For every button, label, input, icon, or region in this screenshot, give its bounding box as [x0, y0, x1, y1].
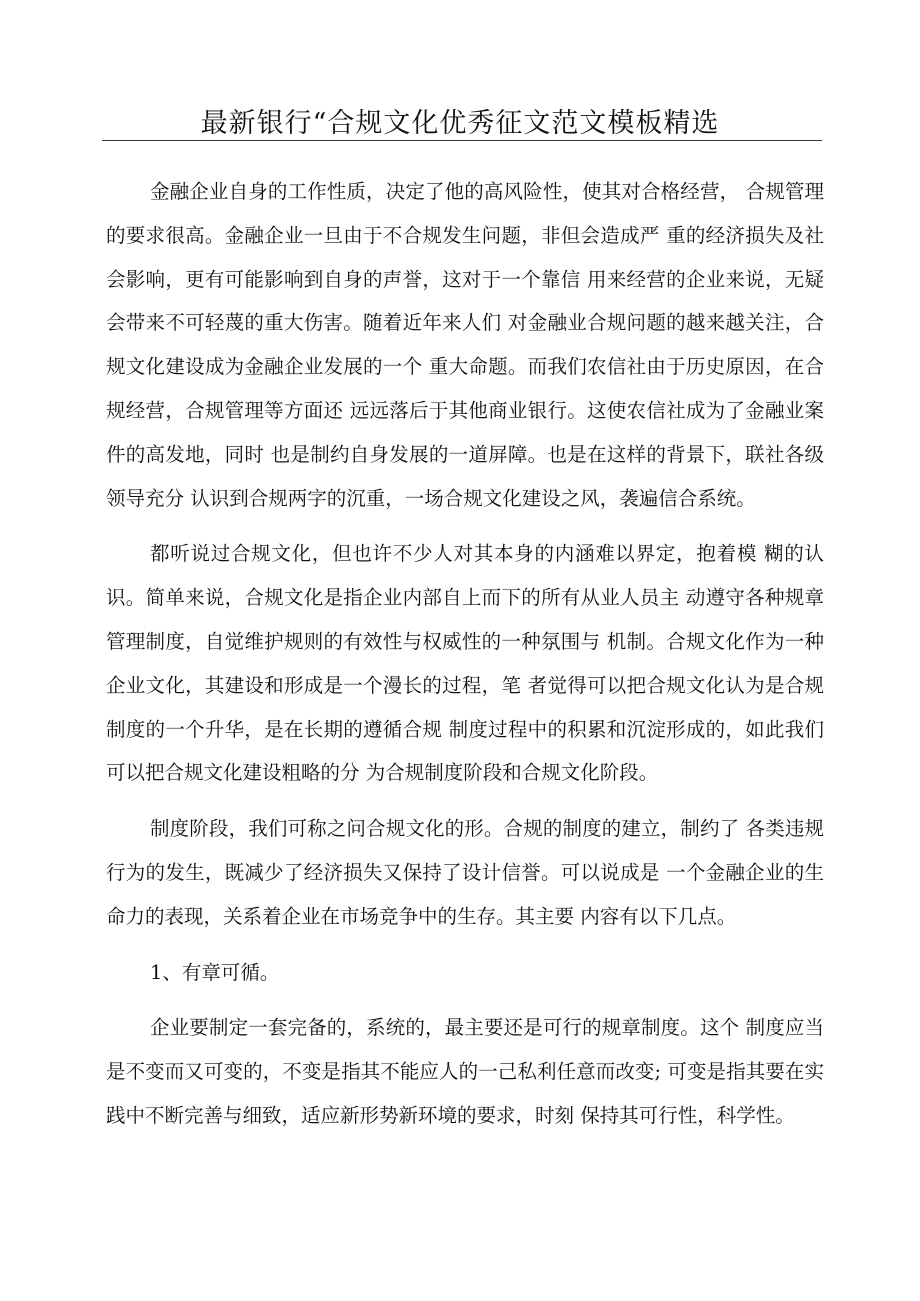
document-body — [106, 170, 824, 1150]
paragraph-intro: 金融企业自身的工作性质，决定了他的高风险性，使其对合格经营， 合规管理的要求很高。金融企业一旦由于不合规发生问题，非但会造成严 重的经济损失及社会影响，更有可能影响到自身的声誉，这对于一个靠信 用来经营的企业来说，无疑会带来不可轻蔑的重大伤害。随着近年来人们 对金融业合规问题的越来越关注，合规文化建设成为金融企业发展的一个 重大命题。而我们农信社由于历史原因，在合规经营，合规管理等方面还 远远落后于其他商业银行。这使农信社成为了金融业案件的高发地，同时 也是制约自身发展的一道屏障。也是在这样的背景下，联社各级领导充分 认识到合规两字的沉重，一场合规文化建设之风，袭遍信合系统。 — [106, 180, 824, 510]
paragraph-rules: 企业要制定一套完备的，系统的，最主要还是可行的规章制度。这个 制度应当是不变而又可变的，不变是指其不能应人的一己私利任意而改变; 可变是指其要在实践中不断完善与细致，适应新形势新环境的要求，时刻 保持其可行性，科学性。 — [106, 1016, 824, 1127]
title-underline — [102, 140, 822, 141]
paragraph-definition: 都听说过合规文化，但也许不少人对其本身的内涵难以界定，抱着模 糊的认识。简单来说，合规文化是指企业内部自上而下的所有从业人员主 动遵守各种规章管理制度，自觉维护规则的有效性与权威性的一种氛围与 机制。合规文化作为一种企业文化，其建设和形成是一个漫长的过程，笔 者觉得可以把合规文化认为是合规制度的一个升华，是在长期的遵循合规 制度过程中的积累和沉淀形成的，如此我们可以把合规文化建设粗略的分 为合规制度阶段和合规文化阶段。 — [106, 542, 824, 785]
paragraph-system-stage: 制度阶段，我们可称之问合规文化的形。合规的制度的建立，制约了 各类违规行为的发生，既减少了经济损失又保持了设计信誉。可以说成是 一个金融企业的生命力的表现，关系着企业在市场竞争中的生存。其主要 内容有以下几点。 — [106, 817, 824, 928]
document-title: 最新银行“合规文化优秀征文范文模板精选 — [200, 108, 720, 139]
list-item-heading: 1、有章可循。 — [150, 960, 280, 984]
